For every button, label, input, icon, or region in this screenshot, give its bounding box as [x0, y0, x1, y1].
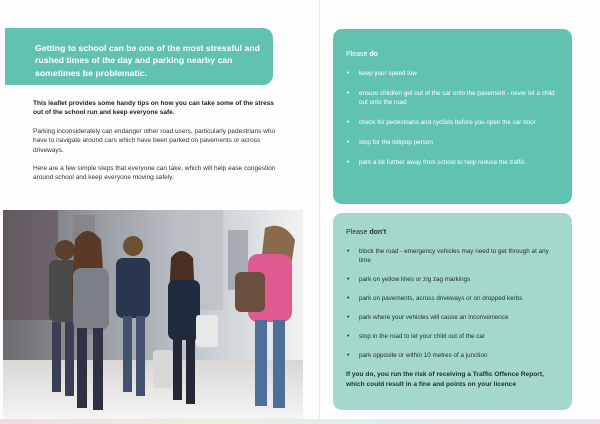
bullet-icon: •: [347, 139, 350, 146]
do-item: • stop for the lollipop person: [347, 139, 433, 146]
dont-item: • stop in the road to let your child out of the car: [347, 333, 486, 340]
bullet-icon: •: [347, 295, 350, 302]
intro-paragraph: Parking inconsiderately can endanger other road users, particularly pedestrians who have to navigate around cars which have been parked on pavements or across driveways.: [33, 128, 276, 154]
do-item: • park a bit further away from school to help reduce the traffic: [347, 159, 525, 166]
children-walking-photo: [3, 210, 303, 419]
bullet-icon: •: [347, 90, 350, 97]
dont-panel: [333, 213, 572, 410]
bullet-icon: •: [347, 352, 350, 359]
do-panel: [333, 29, 572, 204]
bullet-icon: •: [347, 248, 350, 255]
penalty-warning: If you do, you run the risk of receiving a Traffic Offence Report, which could result in a fine and points on your licence: [346, 371, 544, 388]
dont-item: • block the road - emergency vehicles may need to get through at any time: [347, 248, 549, 264]
bullet-icon: •: [347, 276, 350, 283]
dont-list: [346, 247, 558, 360]
intro-banner-text: Getting to school can be one of the most stressful and rushed times of the day and parking nearby can sometimes be problematic.: [35, 43, 260, 78]
dont-item: • park on pavements, across driveways or on dropped kerbs: [347, 295, 523, 302]
dont-item: • park where your vehicles will cause an inconvenience: [347, 314, 509, 321]
bullet-icon: •: [347, 159, 350, 166]
bullet-icon: •: [347, 119, 350, 126]
bullet-icon: •: [347, 70, 350, 77]
bullet-icon: •: [347, 314, 350, 321]
do-item: • ensure children get out of the car onto the pavement - never let a child out onto the road: [347, 90, 555, 106]
dont-item: • park opposite or within 10 metres of a junction: [347, 352, 488, 359]
do-heading: Please do: [346, 51, 378, 58]
decorative-strip: [0, 419, 600, 424]
do-list: [346, 69, 556, 167]
intro-paragraph: Here are a few simple steps that everyone can take, which will help ease congestion around school and keep everyone moving safely.: [33, 165, 276, 182]
bullet-icon: •: [347, 333, 350, 340]
intro-lead: This leaflet provides some handy tips on how you can take some of the stress out of the school run and keep everyone safe.: [33, 100, 274, 117]
intro-banner: [5, 28, 273, 85]
do-item: • check for pedestrians and cyclists before you open the car door: [347, 119, 536, 126]
dont-heading: Please don't: [346, 229, 387, 236]
do-item: • keep your speed low: [347, 70, 417, 77]
page-fold: [319, 0, 320, 424]
dont-item: • park on yellow lines or zig zag markings: [347, 276, 471, 283]
